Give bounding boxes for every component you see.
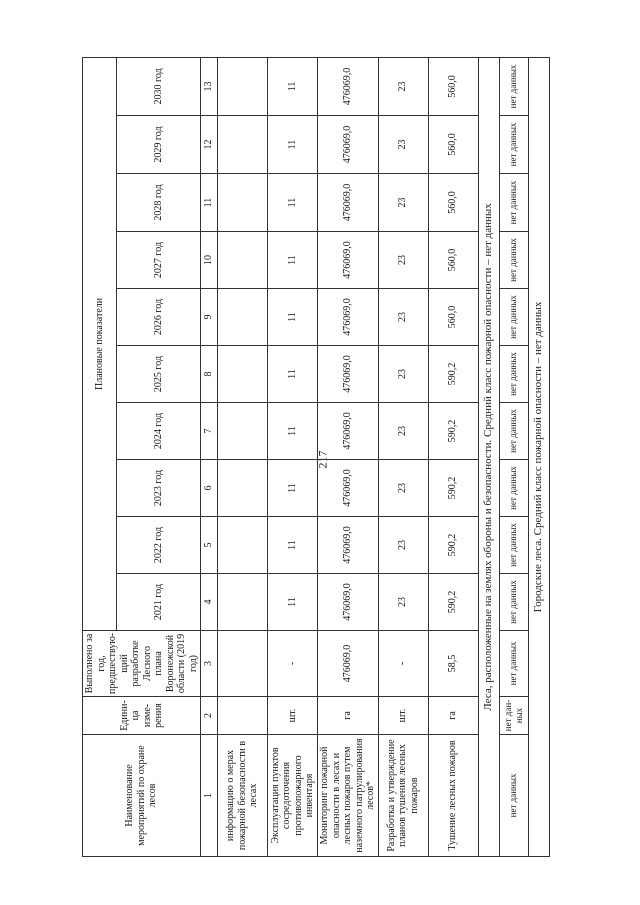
value-cell: 476069,0 [318,517,379,574]
col-number: 6 [201,460,218,517]
value-cell: 476069,0 [318,460,379,517]
value-cell: 476069,0 [318,174,379,232]
value-cell: 476069,0 [318,232,379,289]
table-row [428,57,478,856]
unit-cell: шт. [268,697,318,735]
value-cell: 560,0 [428,232,478,289]
col-number: 4 [201,574,218,631]
value-cell [218,574,268,631]
value-cell: 590,2 [428,574,478,631]
col-number: 13 [201,57,218,115]
value-cell: нет данных [499,289,528,346]
section-row [478,57,499,856]
value-cell [218,116,268,174]
header-done: Выполнено за год, предшествую-щий разработке Лесного плана Воронежской области (2019 год) [83,631,201,697]
done-cell: нет данных [499,631,528,697]
header-unit: Едини-ца изме-рения [83,697,201,735]
value-cell [218,403,268,460]
table-row [318,57,379,856]
header-year: 2027 год [116,232,200,289]
value-cell: 23 [378,116,428,174]
header-year: 2024 год [116,403,200,460]
activity-name: нет данных [499,735,528,857]
value-cell [218,460,268,517]
value-cell: 11 [268,174,318,232]
value-cell: нет данных [499,57,528,115]
value-cell: нет данных [499,574,528,631]
col-number: 1 [201,735,218,857]
value-cell: 560,0 [428,57,478,115]
value-cell: 560,0 [428,174,478,232]
value-cell: 560,0 [428,116,478,174]
value-cell: 590,2 [428,346,478,403]
value-cell: нет данных [499,460,528,517]
done-cell [218,631,268,697]
header-year: 2029 год [116,116,200,174]
header-year: 2022 год [116,517,200,574]
activity-name: Мониторинг пожарной опасности в лесах и лесных пожаров путем наземного патрулирования лесов* [318,735,379,857]
value-cell: 560,0 [428,289,478,346]
header-planned: Плановые показатели [83,57,117,630]
header-year: 2025 год [116,346,200,403]
col-number: 9 [201,289,218,346]
unit-cell: нет дан-ных [499,697,528,735]
activity-name: Разработка и утверждение планов тушения лесных пожаров [378,735,428,857]
col-number: 7 [201,403,218,460]
value-cell: 23 [378,574,428,631]
value-cell: нет данных [499,346,528,403]
unit-cell [218,697,268,735]
col-number: 10 [201,232,218,289]
col-number: 3 [201,631,218,697]
section-title: Леса, расположенные на землях обороны и безопасности. Средний класс пожарной опасности – нет данных [478,57,499,856]
table-row [499,57,528,856]
value-cell [218,346,268,403]
value-cell: 23 [378,460,428,517]
activity-name: информацию о мерах пожарной безопасности в лесах [218,735,268,857]
value-cell: 23 [378,289,428,346]
value-cell: 590,2 [428,403,478,460]
done-cell: 58,5 [428,631,478,697]
value-cell: 23 [378,57,428,115]
activity-name: Эксплуатация пунктов сосредоточения противопожарного инвентаря [268,735,318,857]
col-number: 2 [201,697,218,735]
value-cell: 590,2 [428,460,478,517]
value-cell: нет данных [499,517,528,574]
value-cell: 476069,0 [318,574,379,631]
header-year: 2023 год [116,460,200,517]
value-cell: 11 [268,403,318,460]
value-cell: 476069,0 [318,403,379,460]
col-number: 11 [201,174,218,232]
value-cell: 590,2 [428,517,478,574]
page-number: 217 [315,450,330,469]
value-cell: 11 [268,460,318,517]
value-cell [218,517,268,574]
done-cell: 476069,0 [318,631,379,697]
col-number: 5 [201,517,218,574]
header-year: 2030 год [116,57,200,115]
section-row [528,57,549,856]
forest-protection-table [82,57,550,857]
value-cell: 23 [378,403,428,460]
value-cell [218,289,268,346]
header-name: Наименование мероприятий по охране лесов [83,735,201,857]
value-cell: 23 [378,174,428,232]
col-number: 12 [201,116,218,174]
value-cell: 23 [378,346,428,403]
value-cell: 11 [268,232,318,289]
value-cell: 11 [268,346,318,403]
unit-cell: га [318,697,379,735]
header-year: 2026 год [116,289,200,346]
value-cell: 476069,0 [318,289,379,346]
header-year: 2021 год [116,574,200,631]
value-cell: 23 [378,232,428,289]
value-cell: нет данных [499,403,528,460]
value-cell [218,174,268,232]
value-cell: 476069,0 [318,346,379,403]
done-cell: - [378,631,428,697]
value-cell: нет данных [499,232,528,289]
value-cell: 476069,0 [318,57,379,115]
unit-cell: шт. [378,697,428,735]
table-row [218,57,268,856]
section-title: Городские леса. Средний класс пожарной опасности – нет данных [528,57,549,856]
value-cell: нет данных [499,174,528,232]
value-cell: нет данных [499,116,528,174]
col-number: 8 [201,346,218,403]
table-row [378,57,428,856]
value-cell: 11 [268,57,318,115]
table-row [268,57,318,856]
value-cell [218,232,268,289]
value-cell: 476069,0 [318,116,379,174]
header-year: 2028 год [116,174,200,232]
value-cell: 11 [268,116,318,174]
rotated-table-block [82,57,545,857]
value-cell: 11 [268,289,318,346]
value-cell: 11 [268,574,318,631]
unit-cell: га [428,697,478,735]
value-cell: 11 [268,517,318,574]
value-cell [218,57,268,115]
done-cell: - [268,631,318,697]
value-cell: 23 [378,517,428,574]
activity-name: Тушение лесных пожаров [428,735,478,857]
